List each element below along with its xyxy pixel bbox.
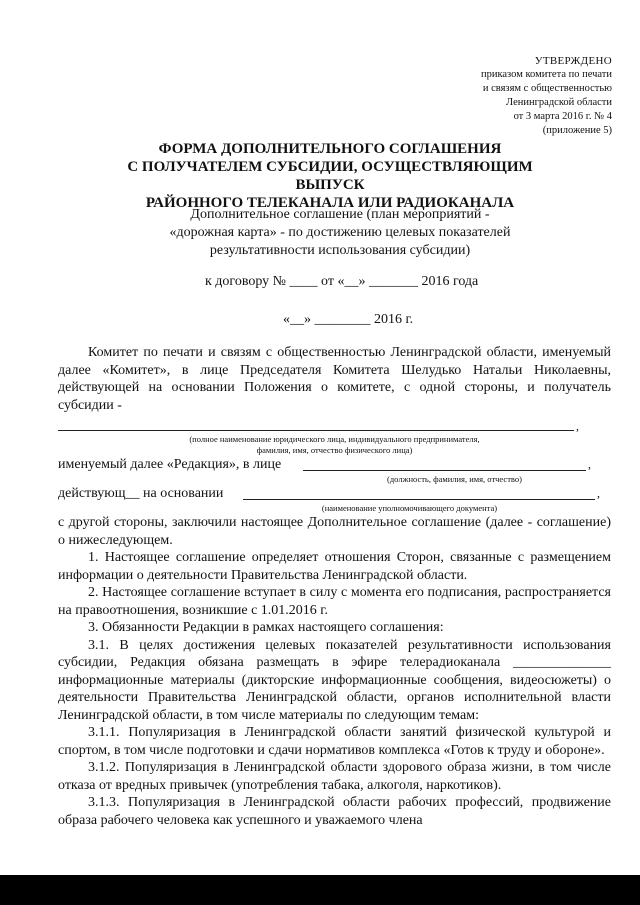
title-line: РАЙОННОГО ТЕЛЕКАНАЛА ИЛИ РАДИОКАНАЛА [145, 195, 515, 211]
document-title [95, 140, 565, 212]
approval-line: приказом комитета по печати [480, 69, 612, 80]
clause-2: 2. Настоящее соглашение вступает в силу с момента его подписания, распространяется на правоотношения, возникшие с 1.01.2016 г. [58, 585, 611, 618]
parties-paragraph: с другой стороны, заключили настоящее Дополнительное соглашение (далее - соглашение) о нижеследующем. [58, 515, 611, 548]
approval-line: от 3 марта 2016 г. № 4 [513, 111, 612, 122]
clause-3-1-2: 3.1.2. Популяризация в Ленинградской области здорового образа жизни, в том числе отказа от вредных привычек (употребления табака, алкоголя, наркотиков). [58, 760, 611, 793]
clause-3-1-3: 3.1.3. Популяризация в Ленинградской области рабочих профессий, продвижение образа рабочего человека как успешного и уважаемого члена [58, 795, 611, 828]
document-subtitle [150, 206, 530, 260]
clause-3-1: 3.1. В целях достижения целевых показателей результативности использования субсидии, Редакция обязана размещать в эфире телерадиоканала ______________ информационные материалы (дикторские информационные сообщения, видеосюжеты) о деятельности Правительства Ленинградской области, органов исполнительной власти Ленинградской области, в том числе материалы по следующим темам: [58, 637, 611, 723]
clause-1: 1. Настоящее соглашение определяет отношения Сторон, связанные с размещением информации о деятельности Правительства Ленинградской области. [58, 550, 611, 583]
clause-3-1-1: 3.1.1. Популяризация в Ленинградской области занятий физической культурой и спортом, в том числе подготовки и сдачи нормативов комплекса «Готов к труду и обороне». [58, 725, 611, 758]
recipient-line [58, 430, 574, 431]
representative-caption: (должность, фамилия, имя, отчество) [387, 474, 522, 484]
recipient-caption-2: фамилия, имя, отчество физического лица) [256, 445, 413, 455]
document-body [58, 344, 611, 829]
approval-stamp [481, 54, 612, 138]
subtitle-line: результативности использования субсидии) [209, 243, 471, 258]
scan-bottom-edge [0, 875, 640, 905]
agreement-date: «__» ________ 2016 г. [283, 312, 414, 327]
subtitle-line: «дорожная карта» - по достижению целевых показателей [169, 225, 511, 240]
recipient-field: , [58, 418, 611, 434]
intro-paragraph: Комитет по печати и связям с общественностью Ленинградской области, именуемый далее «Комитет», в лице Председателя Комитета Шелудько Натальи Николаевны, действующей на основании Положения о комитете, с одной стороны, и получатель субсидии - [58, 345, 611, 413]
basis-line [243, 499, 595, 500]
basis-field: действующ__ на основании , [58, 486, 600, 501]
recipient-caption-1: (полное наименование юридического лица, индивидуального предпринимателя, [189, 434, 480, 444]
title-line: ФОРМА ДОПОЛНИТЕЛЬНОГО СОГЛАШЕНИЯ [158, 141, 502, 157]
named-label: именуемый далее «Редакция», в лице [58, 457, 282, 472]
representative-field: именуемый далее «Редакция», в лице , [58, 457, 591, 472]
acting-label: действующ__ на основании [58, 486, 224, 501]
contract-reference: к договору № ____ от «__» _______ 2016 года [205, 274, 479, 289]
clause-3: 3. Обязанности Редакции в рамках настоящего соглашения: [88, 620, 444, 635]
basis-caption: (наименование уполномочивающего документа) [321, 503, 498, 513]
approval-line: Ленинградской области [506, 97, 612, 108]
representative-line [303, 470, 586, 471]
title-line: С ПОЛУЧАТЕЛЕМ СУБСИДИИ, ОСУЩЕСТВЛЯЮЩИМ ВЫПУСК [127, 159, 533, 193]
approval-heading: УТВЕРЖДЕНО [534, 55, 612, 67]
subtitle-line: Дополнительное соглашение (план мероприятий - [190, 207, 490, 222]
approval-line: (приложение 5) [542, 125, 612, 136]
approval-line: и связям с общественностью [482, 83, 612, 94]
